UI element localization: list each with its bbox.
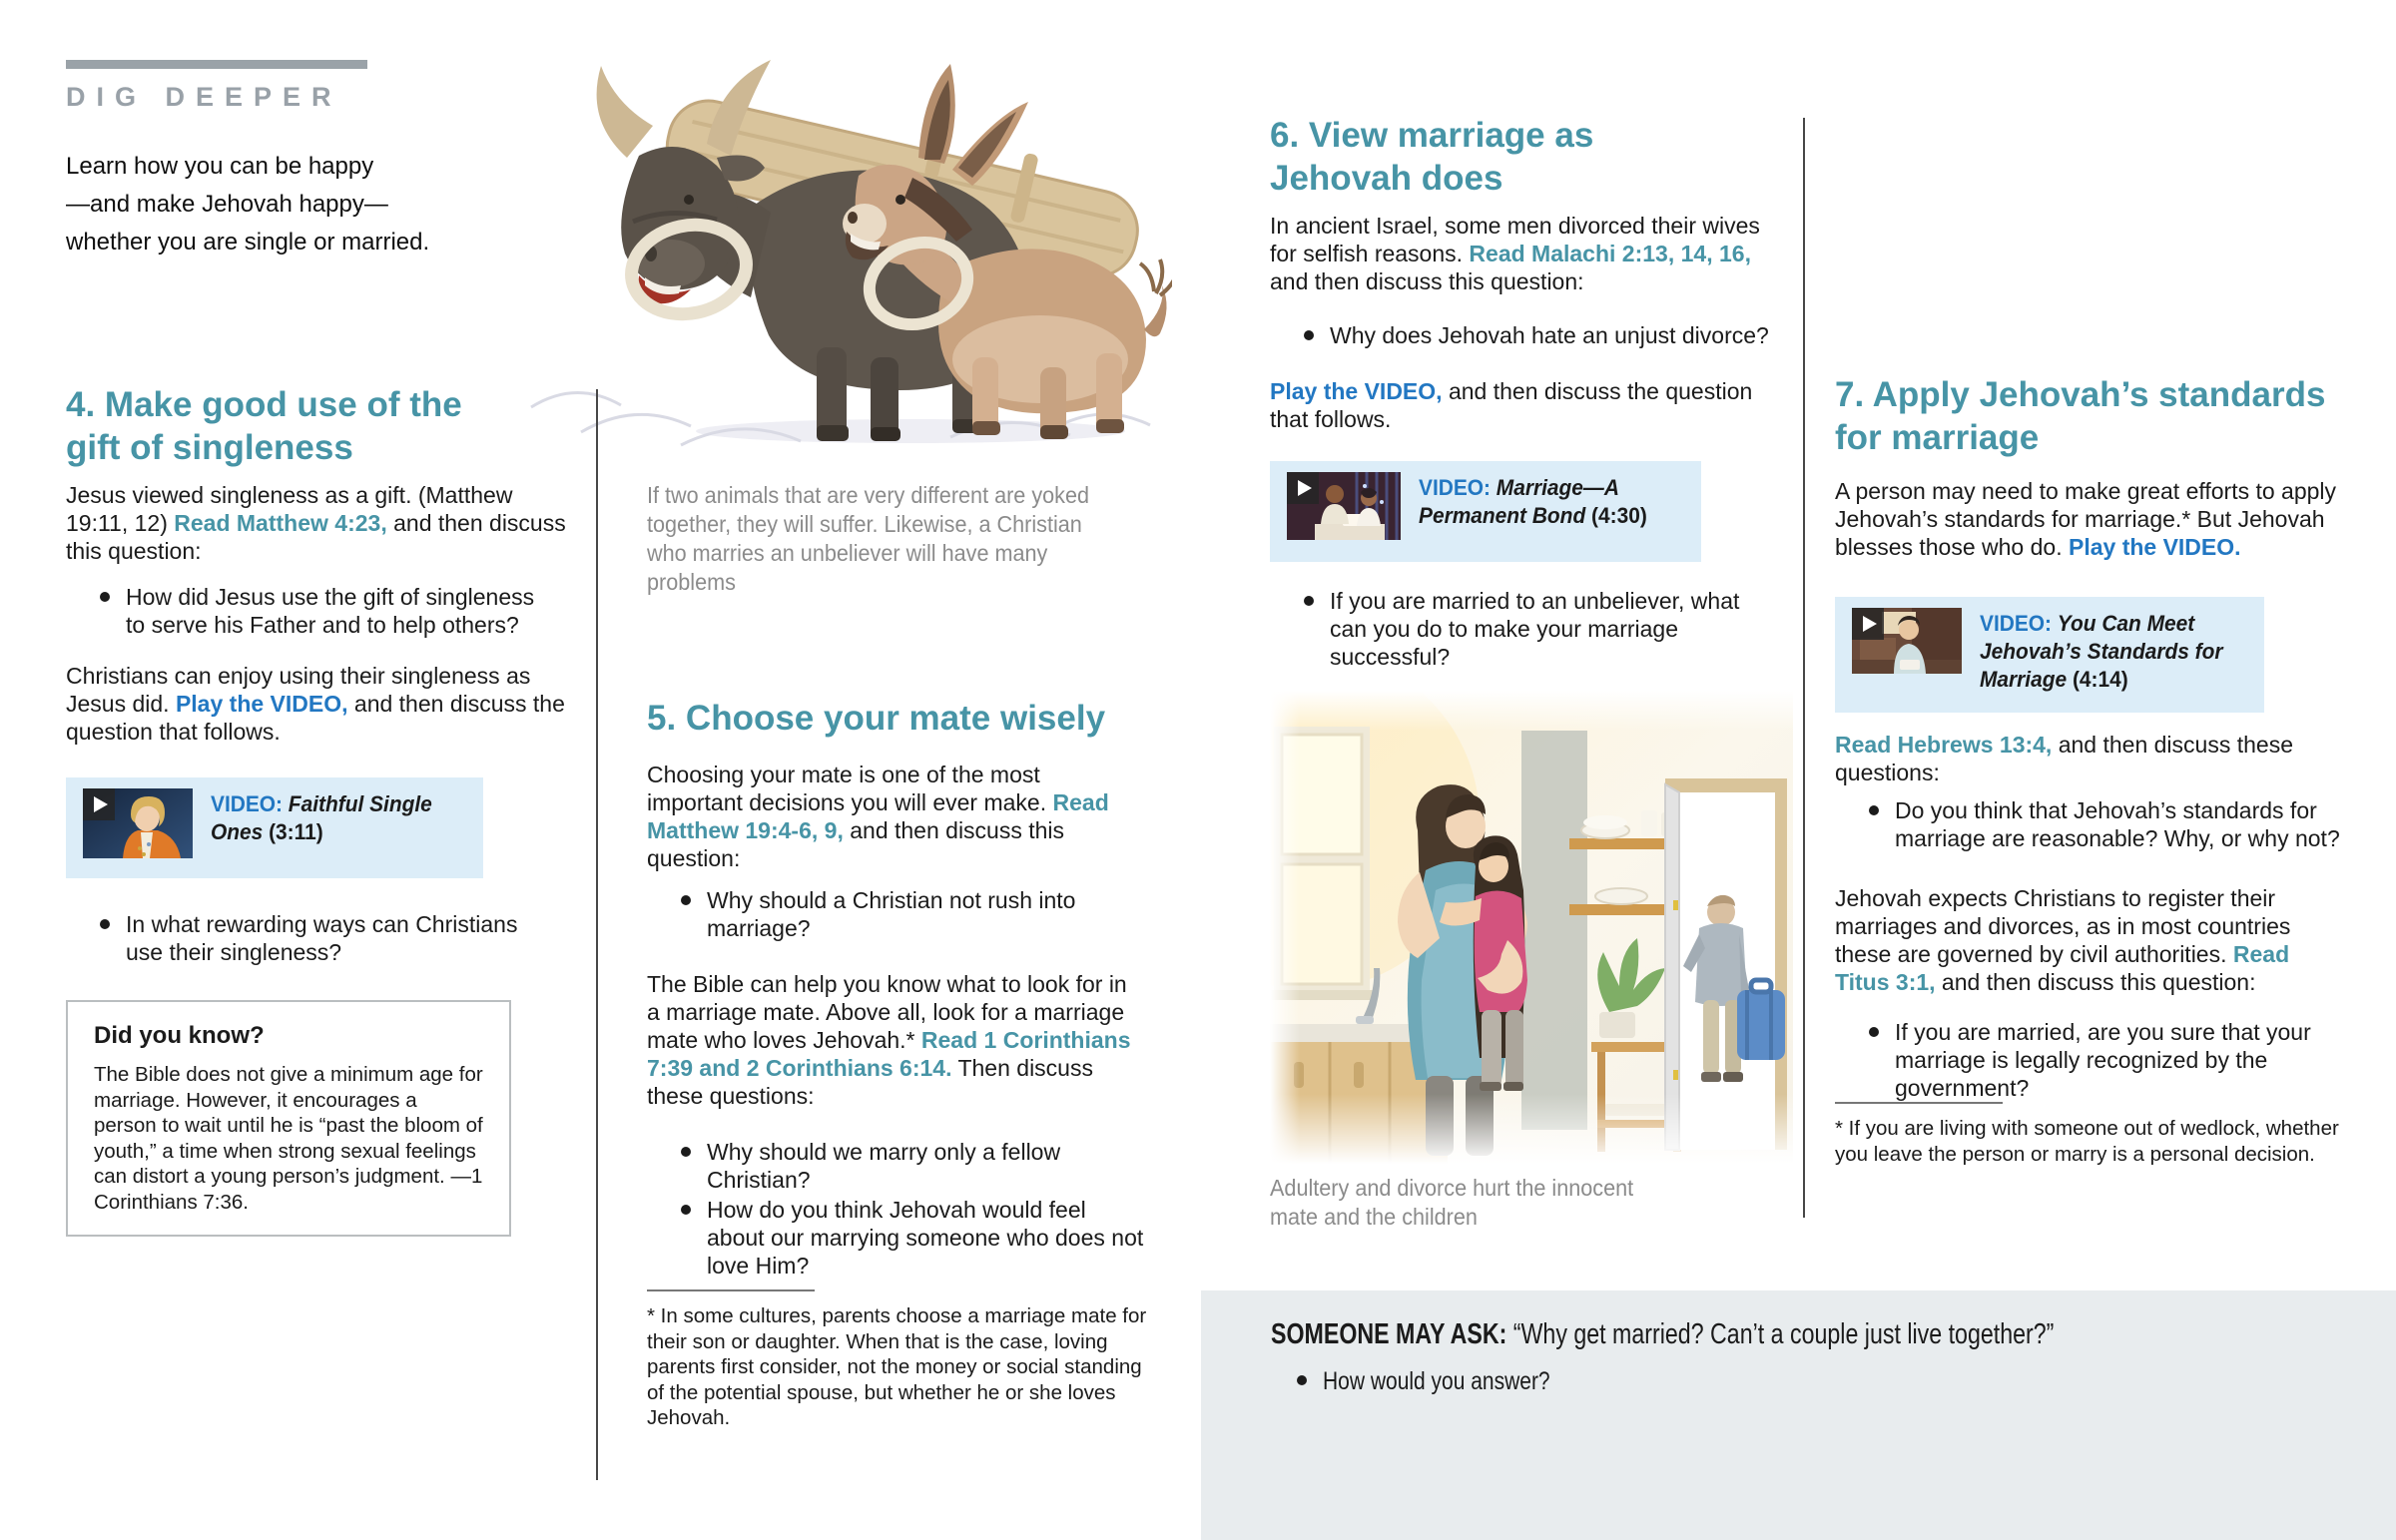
video-caption (211, 788, 456, 846)
ox-donkey-illustration (521, 8, 1172, 453)
text-segment: (4:14) (2067, 667, 2128, 692)
scripture-link[interactable]: Read Matthew 4:23, (174, 510, 387, 536)
video-label[interactable]: VIDEO: (1980, 611, 2058, 636)
section6-paragraph-1 (1270, 212, 1791, 295)
bullet-text: Do you think that Jehovah’s standards for marriage are reasonable? Why, or why not? (1895, 797, 2340, 851)
text-segment: Jehovah expects Christians to register their marriages and divorces, as in most countries these are governed by civil authorities. (1835, 885, 2291, 967)
text-segment: “Why get married? Can’t a couple just live together?” (1512, 1318, 2055, 1350)
discussion-bullet (1304, 321, 1793, 349)
text-segment: SOMEONE MAY ASK: (1271, 1318, 1513, 1350)
text-segment: and then discuss this question: (66, 510, 566, 564)
bullet-dot (1304, 330, 1314, 340)
bullet-text: If you are married to an unbeliever, what can you do to make your marriage successful? (1330, 588, 1740, 670)
someone-may-ask-box (1201, 1290, 2396, 1540)
scripture-link[interactable]: Read Titus 3:1, (1835, 941, 2290, 995)
did-you-know-body: The Bible does not give a minimum age for marriage. However, it encourages a person to wait until he is “past the bloom of youth,” a time when strong sexual feelings can distort a young person’s judgment. —1 Corinthians 7:36. (94, 1063, 483, 1214)
yoke-caption: If two animals that are very different are yoked together, they will suffer. Likewise, a Christian who marries an unbeliever will have many problems (647, 482, 1090, 595)
text-segment: Jesus viewed singleness as a gift. (Matthew 19:11, 12) (66, 482, 513, 536)
scripture-link[interactable]: Read Malachi 2:13, 14, 16, (1469, 241, 1751, 266)
text-segment: A person may need to make great efforts to apply Jehovah’s standards for marriage.* But Jehovah blesses those who do. (1835, 478, 2337, 560)
section5-paragraph-1 (647, 761, 1136, 872)
discussion-bullet (681, 886, 1135, 942)
did-you-know-title: Did you know? (94, 1022, 265, 1049)
scripture-link[interactable]: Read Hebrews 13:4, (1835, 732, 2053, 758)
discussion-bullet (1869, 1018, 2333, 1102)
text-segment: and then discuss this question: (647, 817, 1065, 871)
intro-line: —and make Jehovah happy— (66, 191, 388, 218)
bullet-text: How do you think Jehovah would feel about our marrying someone who does not love Him? (707, 1197, 1144, 1279)
text-segment: The Bible can help you know what to look for in a marriage mate. Above all, look for a marriage mate who loves Jehovah.* (647, 971, 1127, 1053)
text-segment: (4:30) (1585, 503, 1647, 528)
intro-line: Learn how you can be happy (66, 153, 374, 180)
section6-title: 6. View marriage as Jehovah does (1270, 116, 1594, 198)
section4-paragraph-2 (66, 662, 570, 746)
section6-paragraph-2 (1270, 377, 1789, 433)
column-divider (1803, 118, 1805, 1218)
video-label[interactable]: VIDEO: (1419, 475, 1497, 500)
footnote-separator (647, 1289, 815, 1291)
bullet-dot (1869, 805, 1879, 815)
groom-face (1326, 485, 1344, 503)
play-video-link[interactable]: Play the VIDEO, (175, 691, 348, 717)
intro-line: whether you are single or married. (66, 229, 430, 256)
bullet-text: How did Jesus use the gift of singleness to serve his Father and to help others? (126, 584, 535, 638)
video-thumbnail[interactable] (1287, 472, 1401, 540)
speaker-face (1899, 620, 1919, 640)
discussion-bullet (1304, 587, 1773, 671)
video-card-faithful-single-ones[interactable] (66, 777, 483, 878)
text-segment: Then discuss these questions: (647, 1055, 1093, 1109)
discussion-bullet (681, 1196, 1145, 1280)
bullet-dot (1869, 1027, 1879, 1037)
text-segment: Choosing your mate is one of the most important decisions you will ever make. (647, 762, 1053, 815)
text-segment: Christians can enjoy using their singleness as Jesus did. (66, 663, 531, 717)
bullet-text: Why should we marry only a fellow Christian? (707, 1139, 1061, 1193)
text-segment: and then discuss the question that follows. (1270, 378, 1753, 432)
section7-paragraph-3 (1835, 884, 2341, 996)
video-label[interactable]: VIDEO: (211, 791, 289, 816)
bullet-dot (681, 1205, 691, 1215)
section7-title: 7. Apply Jehovah’s standards for marriage (1835, 375, 2326, 457)
section5-title: 5. Choose your mate wisely (647, 699, 1106, 738)
discussion-bullet (100, 583, 554, 639)
bullet-text: How would you answer? (1323, 1367, 1550, 1395)
bullet-dot (681, 895, 691, 905)
text-segment: You Can Meet Jehovah’s Standards for Marriage (1980, 611, 2223, 692)
text-segment: In ancient Israel, some men divorced their wives for selfish reasons. (1270, 213, 1760, 266)
bullet-text: In what rewarding ways can Christians use their singleness? (126, 911, 518, 965)
footnote-separator (1835, 1102, 2003, 1104)
bullet-text: Why does Jehovah hate an unjust divorce? (1330, 322, 1769, 348)
text-segment: and then discuss the question that follows. (66, 691, 565, 745)
bullet-dot (100, 919, 110, 929)
section5-footnote: * In some cultures, parents choose a marriage mate for their son or daughter. When that is the case, loving parents first consider, not the money or social standing of the potential spouse, but whether he or she loves Jehovah. (647, 1304, 1147, 1429)
video-caption (1980, 608, 2236, 694)
section7-paragraph-1 (1835, 477, 2341, 561)
play-video-link[interactable]: Play the VIDEO. (2068, 534, 2241, 560)
discussion-bullet (100, 910, 544, 966)
bullet-text: Why should a Christian not rush into marriage? (707, 887, 1076, 941)
text-segment: and then discuss this question: (1270, 268, 1584, 294)
video-thumbnail[interactable] (1852, 608, 1962, 674)
discussion-bullet (1297, 1366, 1996, 1396)
divorce-caption: Adultery and divorce hurt the innocent mate and the children (1270, 1175, 1634, 1230)
kicker-bar (66, 60, 367, 69)
bullet-dot (681, 1147, 691, 1157)
video-thumbnail[interactable] (83, 788, 193, 858)
text-segment: and then discuss this question: (1935, 969, 2256, 995)
play-video-link[interactable]: Play the VIDEO, (1270, 378, 1443, 404)
section7-paragraph-2 (1835, 731, 2341, 786)
text-segment: Marriage—A Permanent Bond (1419, 475, 1619, 528)
video-caption (1419, 472, 1674, 530)
discussion-bullet (1869, 796, 2348, 852)
text-segment: and then discuss these questions: (1835, 732, 2293, 785)
intro-text (66, 148, 525, 261)
bullet-dot (100, 592, 110, 602)
wall-column (1521, 731, 1587, 1130)
section7-footnote: * If you are living with someone out of wedlock, whether you leave the person or marry is a personal decision. (1835, 1117, 2339, 1166)
text-segment: Faithful Single Ones (211, 791, 432, 844)
video-card-marriage-permanent-bond[interactable] (1270, 461, 1701, 562)
suitcase (1737, 990, 1785, 1060)
section5-paragraph-2 (647, 970, 1143, 1110)
discussion-bullet (681, 1138, 1135, 1194)
column-divider (596, 389, 598, 1480)
section4-title: 4. Make good use of the gift of singleness (66, 385, 462, 467)
scripture-link[interactable]: Read 1 Corinthians 7:39 and 2 Corinthians 6:14. (647, 1027, 1131, 1081)
scripture-link[interactable]: Read Matthew 19:4-6, 9, (647, 789, 1109, 843)
divorce-illustration (1270, 691, 1793, 1164)
did-you-know-box (66, 1000, 511, 1237)
bullet-text: If you are married, are you sure that your marriage is legally recognized by the government? (1895, 1019, 2311, 1101)
text-segment: (3:11) (263, 819, 323, 844)
bullet-dot (1297, 1375, 1307, 1385)
bullet-dot (1304, 596, 1314, 606)
kicker: DIG DEEPER (66, 82, 342, 112)
someone-may-ask-line (1271, 1318, 2054, 1351)
section4-paragraph-1 (66, 481, 570, 565)
video-card-meet-jehovahs-standards[interactable] (1835, 597, 2264, 713)
